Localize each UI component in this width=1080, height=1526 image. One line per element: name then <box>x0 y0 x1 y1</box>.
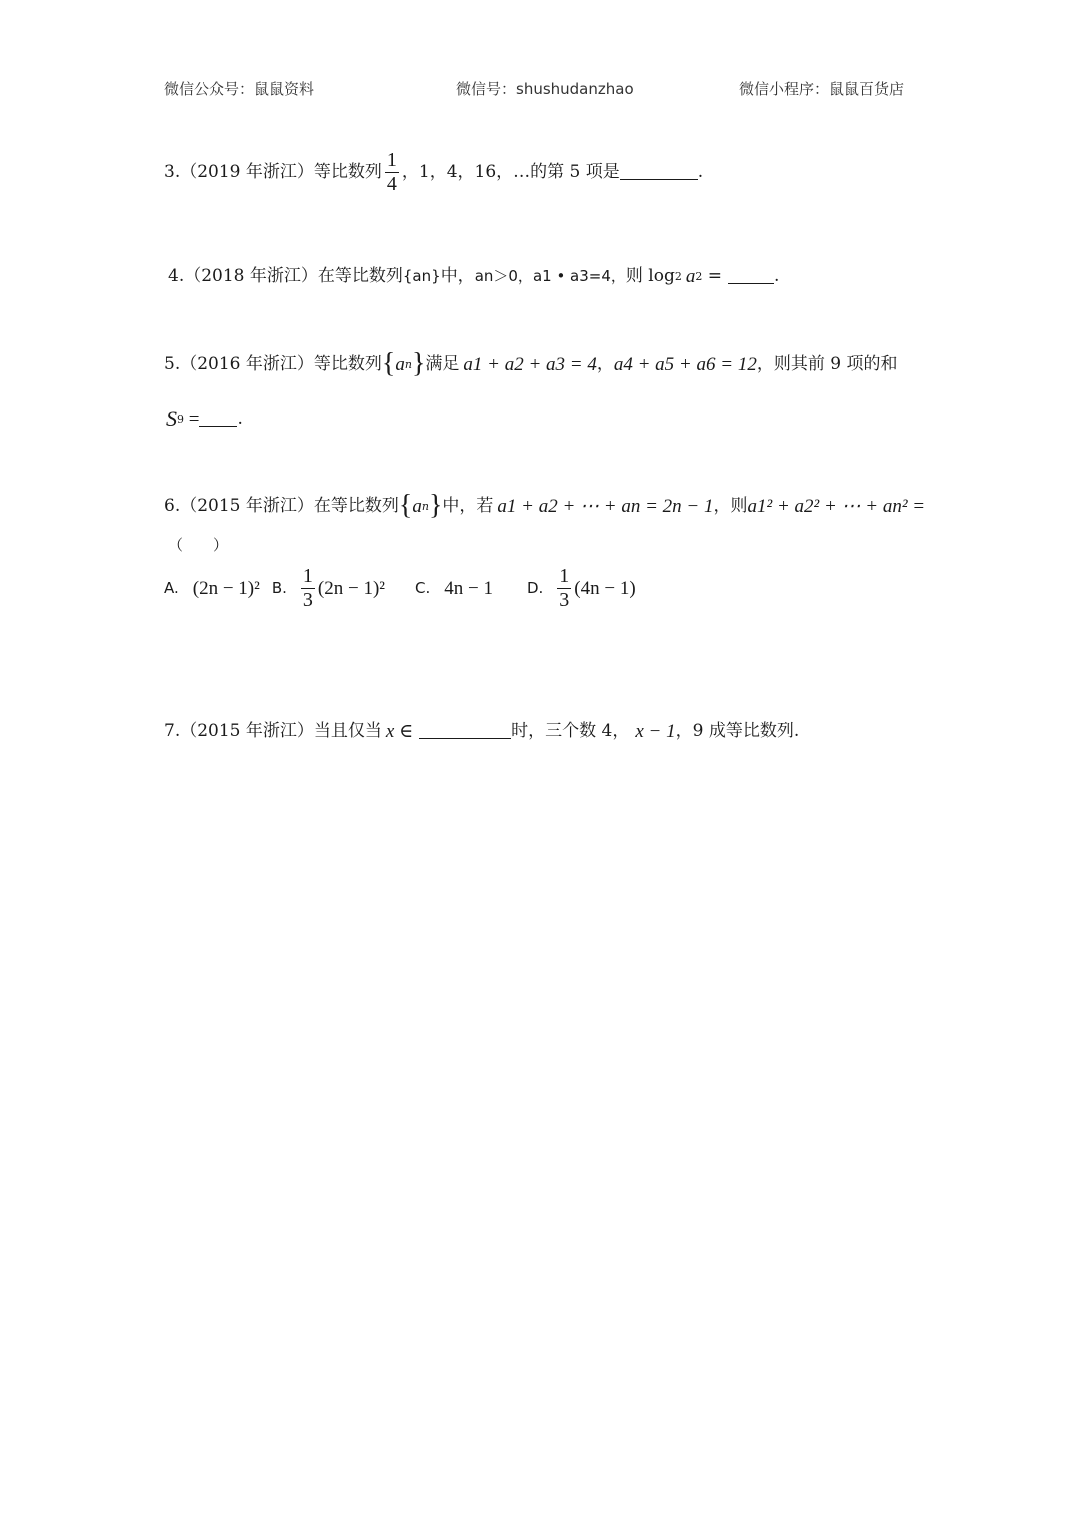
q3-fraction <box>385 150 399 195</box>
q5-s: S <box>166 406 177 431</box>
q6-brace-open: { <box>398 490 413 521</box>
q5-answer-blank[interactable] <box>199 412 237 427</box>
q6-mid: 中，若 <box>442 495 494 516</box>
header-wechat-account: 微信公众号：鼠鼠资料 <box>164 80 315 98</box>
option-b[interactable] <box>272 566 385 611</box>
question-7 <box>164 722 799 741</box>
option-d-expr: (4n − 1) <box>574 578 636 599</box>
q4-eq: = <box>702 266 723 286</box>
q6-answer-paren: （ ） <box>168 536 229 554</box>
question-6 <box>164 492 925 520</box>
q5-prefix: 5.（2016 年浙江）等比数列 <box>164 353 382 374</box>
option-c[interactable] <box>415 579 493 598</box>
option-d-fraction <box>557 566 571 611</box>
q4-prefix: 4.（2018 年浙江）在等比数列 <box>168 266 403 286</box>
q3-frac-num: 1 <box>386 149 397 171</box>
q7-answer-blank[interactable] <box>419 724 511 739</box>
q4-seq: {an} <box>402 267 441 285</box>
q7-tail: ，9 成等比数列. <box>675 721 800 741</box>
q6-options <box>164 566 636 611</box>
q7-prefix: 7.（2015 年浙江）当且仅当 <box>164 721 382 741</box>
q7-x-in: x ∈ <box>385 721 414 742</box>
q6-mid2: ，则 <box>713 495 748 516</box>
option-d-frac-num: 1 <box>559 565 570 587</box>
q5-comma: ， <box>596 353 614 374</box>
q7-mid: 时，三个数 4， <box>511 721 630 741</box>
q5-eq2: a4 + a5 + a6 = 12 <box>613 353 757 375</box>
q3-answer-blank[interactable] <box>620 165 698 180</box>
q6-ask: a1² + a2² + ⋯ + an² = <box>747 495 926 517</box>
q6-seq-sub: n <box>421 499 429 513</box>
header-mini-program: 微信小程序：鼠鼠百货店 <box>739 80 905 98</box>
page-header <box>0 78 1080 102</box>
option-b-fraction <box>301 566 315 611</box>
option-d-label: D. <box>526 579 544 597</box>
q4-a: a <box>685 266 696 287</box>
q5-suffix: . <box>237 408 243 429</box>
q4-a-sub: 2 <box>695 270 703 283</box>
option-b-frac-num: 1 <box>302 565 313 587</box>
q4-mid1: 中， <box>440 266 475 286</box>
header-wechat-id: 微信号：shushudanzhao <box>456 80 634 98</box>
option-d-frac-den: 3 <box>559 589 570 611</box>
option-c-expr: 4n − 1 <box>444 578 493 599</box>
q5-cond-label: 满足 <box>425 353 460 374</box>
q3-frac-den: 4 <box>386 173 397 195</box>
q6-seq-a: a <box>412 495 422 517</box>
q5-seq-sub: n <box>404 357 412 371</box>
q7-expr: x − 1 <box>635 721 676 742</box>
q5-eq1: a1 + a2 + a3 = 4 <box>463 353 597 375</box>
q6-brace-close: } <box>428 490 443 521</box>
q4-mid2: 则 log <box>625 266 675 286</box>
option-d[interactable] <box>527 566 636 611</box>
q4-log-base: 2 <box>674 270 682 283</box>
option-b-frac-den: 3 <box>302 589 313 611</box>
question-4 <box>168 267 779 286</box>
question-5-line2 <box>166 408 243 430</box>
question-5 <box>164 350 897 378</box>
q5-s-sub: 9 <box>177 412 184 426</box>
q4-cond1: an＞0， <box>474 267 533 285</box>
q3-prefix: 3.（2019 年浙江）等比数列 <box>164 162 382 182</box>
q4-suffix: . <box>774 266 780 286</box>
q3-suffix: . <box>697 162 704 182</box>
question-3 <box>164 150 703 195</box>
option-a[interactable] <box>164 579 260 598</box>
option-c-label: C. <box>414 579 431 597</box>
q4-cond2: a1 • a3=4， <box>532 267 626 285</box>
q4-answer-blank[interactable] <box>728 269 774 284</box>
q5-tail: ，则其前 9 项的和 <box>756 353 898 374</box>
q5-seq-a: a <box>395 353 405 375</box>
q5-brace-close: } <box>411 348 426 379</box>
option-a-label: A. <box>164 579 179 597</box>
q6-cond: a1 + a2 + ⋯ + an = 2n − 1 <box>497 495 714 517</box>
q5-s-eq: = <box>184 408 200 430</box>
q5-brace-open: { <box>381 348 396 379</box>
q6-prefix: 6.（2015 年浙江）在等比数列 <box>164 495 399 516</box>
option-b-expr: (2n − 1)² <box>317 578 385 599</box>
option-a-expr: (2n − 1)² <box>192 578 260 599</box>
option-b-label: B. <box>271 579 287 597</box>
q3-middle: ，1，4，16，…的第 5 项是 <box>401 162 620 182</box>
